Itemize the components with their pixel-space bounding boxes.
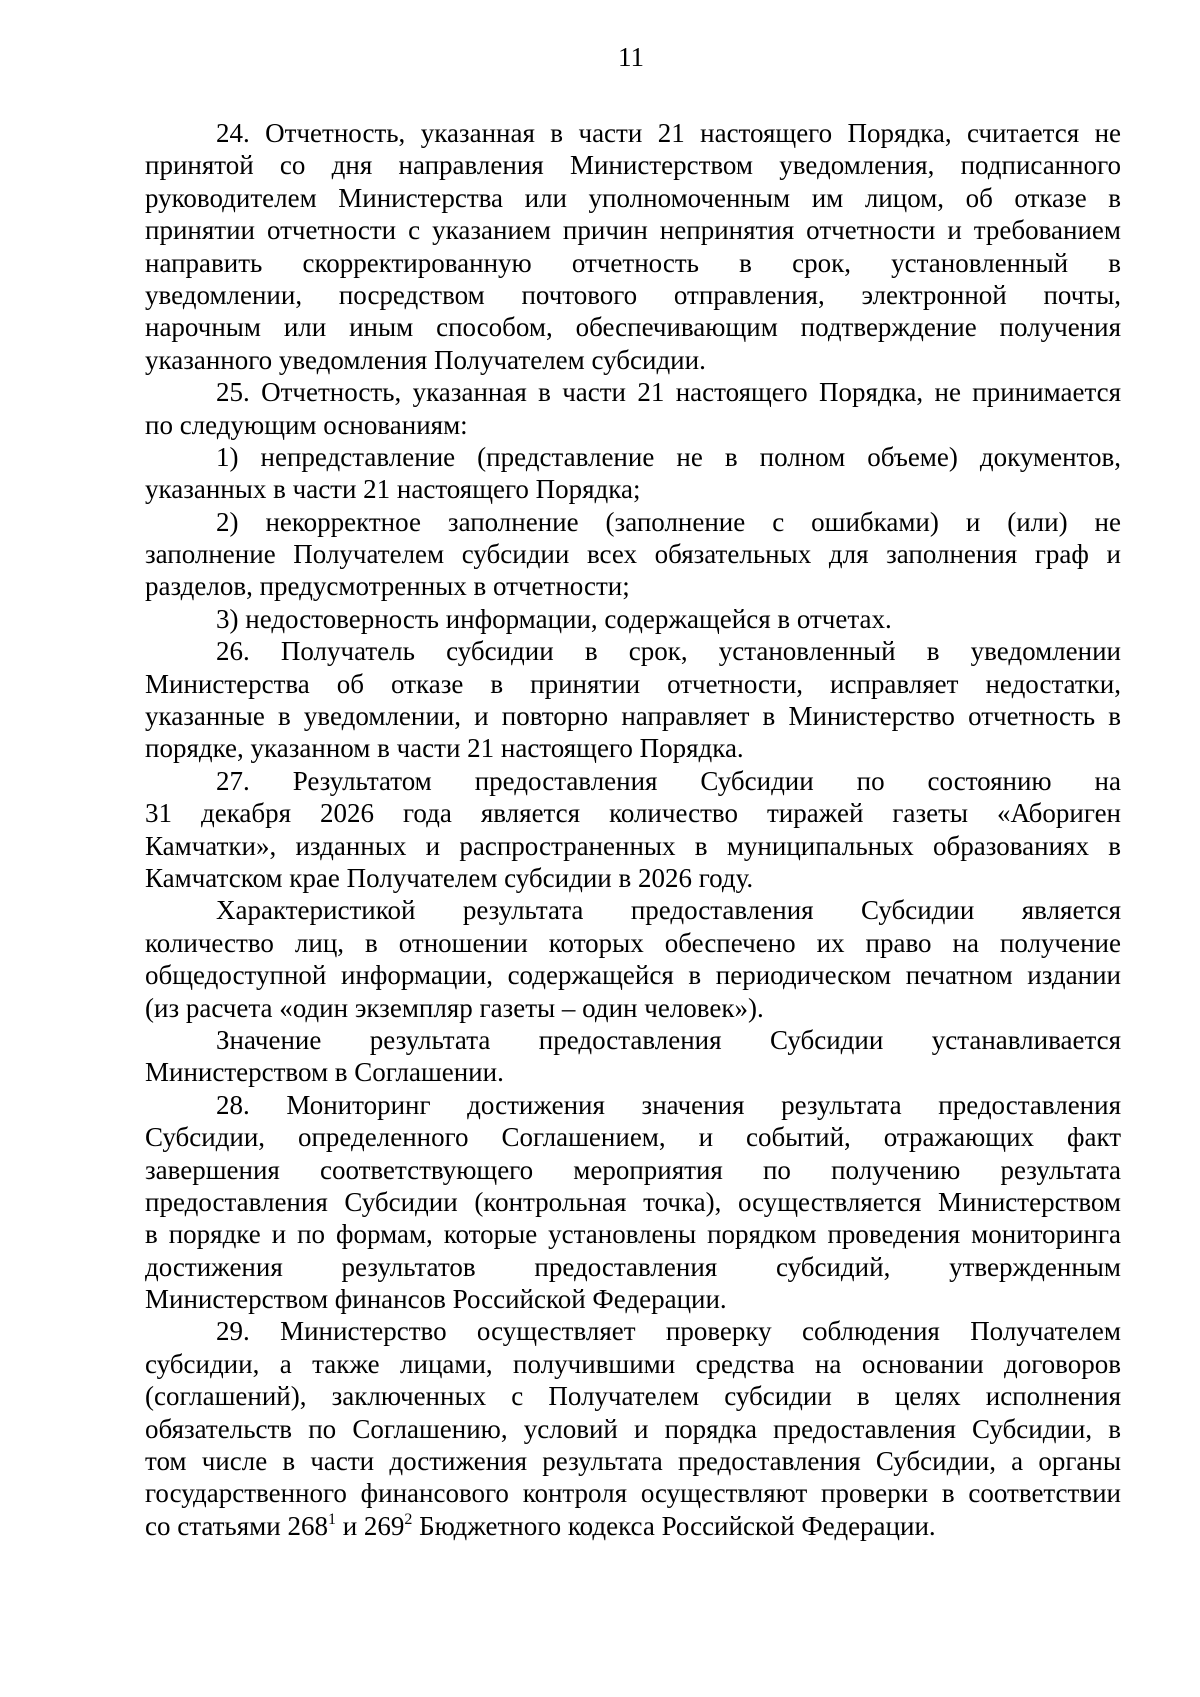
text-line: в порядке и по формам, которые установлены порядком проведения мониторинга: [145, 1219, 1121, 1250]
text-line: принятой со дня направления Министерством уведомления, подписанного: [145, 150, 1121, 181]
paragraph-p26: [145, 635, 1121, 765]
text-line: количество лиц, в отношении которых обеспечено их право на получение: [145, 927, 1121, 958]
text-line: нарочным или иным способом, обеспечивающим подтверждение получения: [145, 312, 1121, 343]
text-line: Министерством финансов Российской Федерации.: [145, 1284, 727, 1315]
text-line: принятии отчетности с указанием причин непринятия отчетности и требованием: [145, 215, 1121, 246]
text-line: (из расчета «один экземпляр газеты – один человек»).: [145, 992, 764, 1023]
text-line: [145, 1510, 1121, 1542]
paragraph-p27-value: [145, 1024, 1121, 1089]
text-line: том числе в части достижения результата предоставления Субсидии, а органы: [145, 1446, 1121, 1477]
text-line: 24. Отчетность, указанная в части 21 настоящего Порядка, считается не: [216, 118, 1121, 148]
text-line: 2) некорректное заполнение (заполнение с ошибками) и (или) не: [216, 506, 1121, 537]
text-line: Значение результата предоставления Субсидии устанавливается: [216, 1024, 1121, 1055]
text-line: 3) недостоверность информации, содержащейся в отчетах.: [216, 603, 892, 634]
text-line: разделов, предусмотренных в отчетности;: [145, 571, 630, 602]
text-line: указанных в части 21 настоящего Порядка;: [145, 474, 641, 505]
text-line: 1) непредставление (представление не в полном объеме) документов,: [216, 441, 1121, 472]
text-line: по следующим основаниям:: [145, 409, 468, 440]
text-line: обязательств по Соглашению, условий и порядка предоставления Субсидии, в: [145, 1413, 1121, 1444]
paragraph-p24: [145, 117, 1121, 376]
text-line: 26. Получатель субсидии в срок, установленный в уведомлении: [216, 636, 1121, 667]
text-line: общедоступной информации, содержащейся в периодическом печатном издании: [145, 960, 1121, 991]
text-fragment: и 269: [335, 1510, 405, 1541]
text-line: Субсидии, определенного Соглашением, и событий, отражающих факт: [145, 1122, 1121, 1153]
text-line: завершения соответствующего мероприятия по получению результата: [145, 1154, 1121, 1185]
text-line: 27. Результатом предоставления Субсидии по состоянию на: [216, 765, 1121, 796]
text-line: заполнение Получателем субсидии всех обязательных для заполнения граф и: [145, 539, 1121, 570]
text-line: 25. Отчетность, указанная в части 21 настоящего Порядка, не принимается: [216, 377, 1121, 408]
text-line: указанные в уведомлении, и повторно направляет в Министерство отчетность в: [145, 701, 1121, 732]
paragraph-p27: [145, 765, 1121, 895]
paragraph-p27-char: [145, 894, 1121, 1024]
text-line: субсидии, а также лицами, получившими средства на основании договоров: [145, 1348, 1121, 1379]
text-line: 31 декабря 2026 года является количество тиражей газеты «Абориген: [145, 798, 1121, 829]
paragraph-p25-1: [145, 441, 1121, 506]
text-line: руководителем Министерства или уполномоченным им лицом, об отказе в: [145, 182, 1121, 213]
paragraph-p29: [145, 1315, 1121, 1542]
text-line: достижения результатов предоставления субсидий, утвержденным: [145, 1251, 1121, 1282]
paragraph-p25-2: [145, 506, 1121, 603]
page-number: 11: [618, 42, 644, 72]
text-line: Камчатском крае Получателем субсидии в 2026 году.: [145, 862, 754, 893]
text-line: Характеристикой результата предоставления Субсидии является: [216, 895, 1121, 926]
text-line: Министерства об отказе в принятии отчетности, исправляет недостатки,: [145, 668, 1121, 699]
paragraph-p28: [145, 1089, 1121, 1316]
text-fragment: Бюджетного кодекса Российской Федерации.: [412, 1510, 936, 1541]
paragraph-p25: [145, 376, 1121, 441]
superscript-article-number: 2: [404, 1510, 413, 1528]
text-line: государственного финансового контроля осуществляют проверки в соответствии: [145, 1478, 1121, 1509]
text-line: 29. Министерство осуществляет проверку соблюдения Получателем: [216, 1316, 1121, 1347]
text-line: указанного уведомления Получателем субсидии.: [145, 344, 706, 375]
text-line: (соглашений), заключенных с Получателем субсидии в целях исполнения: [145, 1381, 1121, 1412]
superscript-article-number: 1: [327, 1510, 336, 1528]
text-line: порядке, указанном в части 21 настоящего Порядка.: [145, 733, 744, 764]
text-line: уведомлении, посредством почтового отправления, электронной почты,: [145, 279, 1121, 310]
document-body: [145, 117, 1121, 1542]
paragraph-p25-3: [145, 603, 1121, 635]
text-line: Камчатки», изданных и распространенных в муниципальных образованиях в: [145, 830, 1121, 861]
text-fragment: со статьями 268: [145, 1510, 328, 1541]
text-line: 28. Мониторинг достижения значения результата предоставления: [216, 1089, 1121, 1120]
text-line: предоставления Субсидии (контрольная точка), осуществляется Министерством: [145, 1186, 1121, 1217]
text-line: Министерством в Соглашении.: [145, 1057, 504, 1088]
text-line: направить скорректированную отчетность в срок, установленный в: [145, 247, 1121, 278]
